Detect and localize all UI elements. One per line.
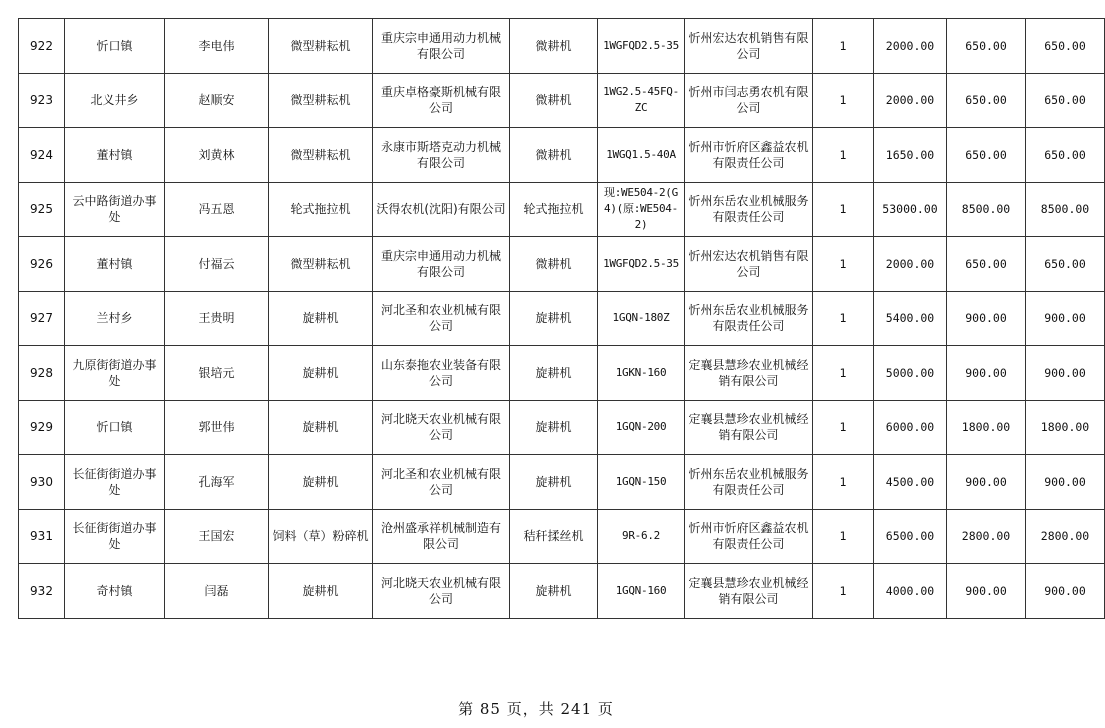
cell-category: 微型耕耘机	[269, 19, 373, 74]
cell-qty: 1	[813, 400, 874, 455]
cell-category: 旋耕机	[269, 291, 373, 346]
cell-qty: 1	[813, 346, 874, 401]
cell-manufacturer: 山东泰拖农业装备有限公司	[373, 346, 510, 401]
table-row	[19, 128, 1105, 183]
cell-buyer: 王国宏	[165, 509, 269, 564]
cell-subsidy-unit: 900.00	[947, 455, 1026, 510]
table-row	[19, 19, 1105, 74]
cell-town: 奇村镇	[65, 564, 165, 619]
cell-subsidy-total: 1800.00	[1026, 400, 1105, 455]
cell-no: 923	[19, 73, 65, 128]
cell-model: 1GQN-180Z	[598, 291, 685, 346]
cell-subsidy-unit: 2800.00	[947, 509, 1026, 564]
cell-qty: 1	[813, 291, 874, 346]
cell-product: 轮式拖拉机	[510, 182, 598, 237]
cell-qty: 1	[813, 182, 874, 237]
cell-model: 1WGFQD2.5-35	[598, 237, 685, 292]
table-row	[19, 182, 1105, 237]
cell-subsidy-unit: 650.00	[947, 237, 1026, 292]
cell-qty: 1	[813, 128, 874, 183]
cell-dealer: 忻州市闫志勇农机有限公司	[685, 73, 813, 128]
cell-qty: 1	[813, 19, 874, 74]
cell-model: 9R-6.2	[598, 509, 685, 564]
table-row	[19, 455, 1105, 510]
cell-product: 微耕机	[510, 73, 598, 128]
cell-dealer: 忻州市忻府区鑫益农机有限责任公司	[685, 509, 813, 564]
cell-manufacturer: 河北圣和农业机械有限公司	[373, 291, 510, 346]
cell-subsidy-total: 900.00	[1026, 564, 1105, 619]
cell-buyer: 刘黄林	[165, 128, 269, 183]
cell-town: 董村镇	[65, 237, 165, 292]
table-row	[19, 564, 1105, 619]
cell-model: 现:WE504-2(G4)(原:WE504-2)	[598, 182, 685, 237]
cell-buyer: 付福云	[165, 237, 269, 292]
cell-price: 2000.00	[874, 237, 947, 292]
cell-model: 1WG2.5-45FQ-ZC	[598, 73, 685, 128]
cell-model: 1WGQ1.5-40A	[598, 128, 685, 183]
cell-town: 九原街街道办事处	[65, 346, 165, 401]
table-row	[19, 346, 1105, 401]
cell-category: 轮式拖拉机	[269, 182, 373, 237]
cell-buyer: 王贵明	[165, 291, 269, 346]
cell-subsidy-unit: 650.00	[947, 128, 1026, 183]
cell-product: 旋耕机	[510, 564, 598, 619]
cell-buyer: 郭世伟	[165, 400, 269, 455]
cell-dealer: 定襄县慧珍农业机械经销有限公司	[685, 346, 813, 401]
cell-price: 6000.00	[874, 400, 947, 455]
cell-subsidy-unit: 650.00	[947, 73, 1026, 128]
cell-product: 微耕机	[510, 237, 598, 292]
cell-manufacturer: 河北晓天农业机械有限公司	[373, 564, 510, 619]
cell-subsidy-unit: 900.00	[947, 564, 1026, 619]
cell-dealer: 忻州东岳农业机械服务有限责任公司	[685, 182, 813, 237]
cell-category: 微型耕耘机	[269, 237, 373, 292]
cell-buyer: 闫磊	[165, 564, 269, 619]
cell-product: 旋耕机	[510, 400, 598, 455]
cell-dealer: 定襄县慧珍农业机械经销有限公司	[685, 400, 813, 455]
cell-qty: 1	[813, 564, 874, 619]
cell-model: 1GQN-200	[598, 400, 685, 455]
cell-model: 1GQN-160	[598, 564, 685, 619]
cell-category: 旋耕机	[269, 346, 373, 401]
cell-town: 董村镇	[65, 128, 165, 183]
cell-manufacturer: 河北晓天农业机械有限公司	[373, 400, 510, 455]
cell-product: 微耕机	[510, 19, 598, 74]
cell-qty: 1	[813, 237, 874, 292]
cell-subsidy-total: 650.00	[1026, 237, 1105, 292]
cell-town: 忻口镇	[65, 19, 165, 74]
cell-town: 忻口镇	[65, 400, 165, 455]
cell-price: 1650.00	[874, 128, 947, 183]
cell-subsidy-unit: 1800.00	[947, 400, 1026, 455]
cell-subsidy-unit: 8500.00	[947, 182, 1026, 237]
cell-subsidy-unit: 900.00	[947, 346, 1026, 401]
cell-no: 932	[19, 564, 65, 619]
cell-category: 饲料（草）粉碎机	[269, 509, 373, 564]
cell-buyer: 银培元	[165, 346, 269, 401]
cell-price: 4500.00	[874, 455, 947, 510]
table-row	[19, 400, 1105, 455]
cell-manufacturer: 重庆宗申通用动力机械有限公司	[373, 19, 510, 74]
page-number-footer: 第 85 页，共 241 页	[458, 700, 614, 718]
cell-dealer: 忻州宏达农机销售有限公司	[685, 19, 813, 74]
cell-price: 6500.00	[874, 509, 947, 564]
cell-no: 925	[19, 182, 65, 237]
cell-manufacturer: 重庆卓格豪斯机械有限公司	[373, 73, 510, 128]
cell-model: 1WGFQD2.5-35	[598, 19, 685, 74]
cell-subsidy-total: 8500.00	[1026, 182, 1105, 237]
cell-price: 5000.00	[874, 346, 947, 401]
cell-manufacturer: 永康市斯塔克动力机械有限公司	[373, 128, 510, 183]
cell-buyer: 赵顺安	[165, 73, 269, 128]
cell-no: 922	[19, 19, 65, 74]
cell-qty: 1	[813, 73, 874, 128]
cell-subsidy-total: 900.00	[1026, 346, 1105, 401]
cell-dealer: 忻州宏达农机销售有限公司	[685, 237, 813, 292]
cell-town: 北义井乡	[65, 73, 165, 128]
cell-price: 53000.00	[874, 182, 947, 237]
cell-no: 930	[19, 455, 65, 510]
table-body	[19, 19, 1105, 619]
cell-manufacturer: 沧州盛承祥机械制造有限公司	[373, 509, 510, 564]
cell-price: 2000.00	[874, 73, 947, 128]
cell-subsidy-unit: 650.00	[947, 19, 1026, 74]
cell-no: 931	[19, 509, 65, 564]
cell-town: 兰村乡	[65, 291, 165, 346]
cell-town: 云中路街道办事处	[65, 182, 165, 237]
table-row	[19, 509, 1105, 564]
cell-town: 长征街街道办事处	[65, 455, 165, 510]
cell-category: 旋耕机	[269, 564, 373, 619]
cell-category: 微型耕耘机	[269, 128, 373, 183]
cell-model: 1GKN-160	[598, 346, 685, 401]
cell-no: 926	[19, 237, 65, 292]
cell-product: 旋耕机	[510, 346, 598, 401]
cell-category: 旋耕机	[269, 400, 373, 455]
cell-subsidy-total: 650.00	[1026, 73, 1105, 128]
cell-dealer: 忻州东岳农业机械服务有限责任公司	[685, 455, 813, 510]
cell-manufacturer: 河北圣和农业机械有限公司	[373, 455, 510, 510]
cell-subsidy-total: 900.00	[1026, 455, 1105, 510]
cell-price: 4000.00	[874, 564, 947, 619]
cell-manufacturer: 沃得农机(沈阳)有限公司	[373, 182, 510, 237]
cell-subsidy-total: 900.00	[1026, 291, 1105, 346]
cell-price: 2000.00	[874, 19, 947, 74]
cell-buyer: 冯五恩	[165, 182, 269, 237]
cell-price: 5400.00	[874, 291, 947, 346]
cell-no: 928	[19, 346, 65, 401]
cell-dealer: 忻州东岳农业机械服务有限责任公司	[685, 291, 813, 346]
cell-qty: 1	[813, 455, 874, 510]
table-row	[19, 291, 1105, 346]
cell-buyer: 孔海军	[165, 455, 269, 510]
cell-no: 927	[19, 291, 65, 346]
cell-product: 旋耕机	[510, 291, 598, 346]
table-row	[19, 237, 1105, 292]
cell-subsidy-total: 650.00	[1026, 19, 1105, 74]
table-row	[19, 73, 1105, 128]
cell-dealer: 忻州市忻府区鑫益农机有限责任公司	[685, 128, 813, 183]
cell-subsidy-total: 2800.00	[1026, 509, 1105, 564]
cell-category: 旋耕机	[269, 455, 373, 510]
cell-buyer: 李电伟	[165, 19, 269, 74]
cell-dealer: 定襄县慧珍农业机械经销有限公司	[685, 564, 813, 619]
cell-town: 长征街街道办事处	[65, 509, 165, 564]
cell-product: 微耕机	[510, 128, 598, 183]
cell-product: 秸秆揉丝机	[510, 509, 598, 564]
cell-qty: 1	[813, 509, 874, 564]
cell-category: 微型耕耘机	[269, 73, 373, 128]
subsidy-table	[18, 18, 1105, 619]
cell-no: 924	[19, 128, 65, 183]
cell-subsidy-unit: 900.00	[947, 291, 1026, 346]
cell-no: 929	[19, 400, 65, 455]
cell-manufacturer: 重庆宗申通用动力机械有限公司	[373, 237, 510, 292]
cell-product: 旋耕机	[510, 455, 598, 510]
cell-subsidy-total: 650.00	[1026, 128, 1105, 183]
cell-model: 1GQN-150	[598, 455, 685, 510]
